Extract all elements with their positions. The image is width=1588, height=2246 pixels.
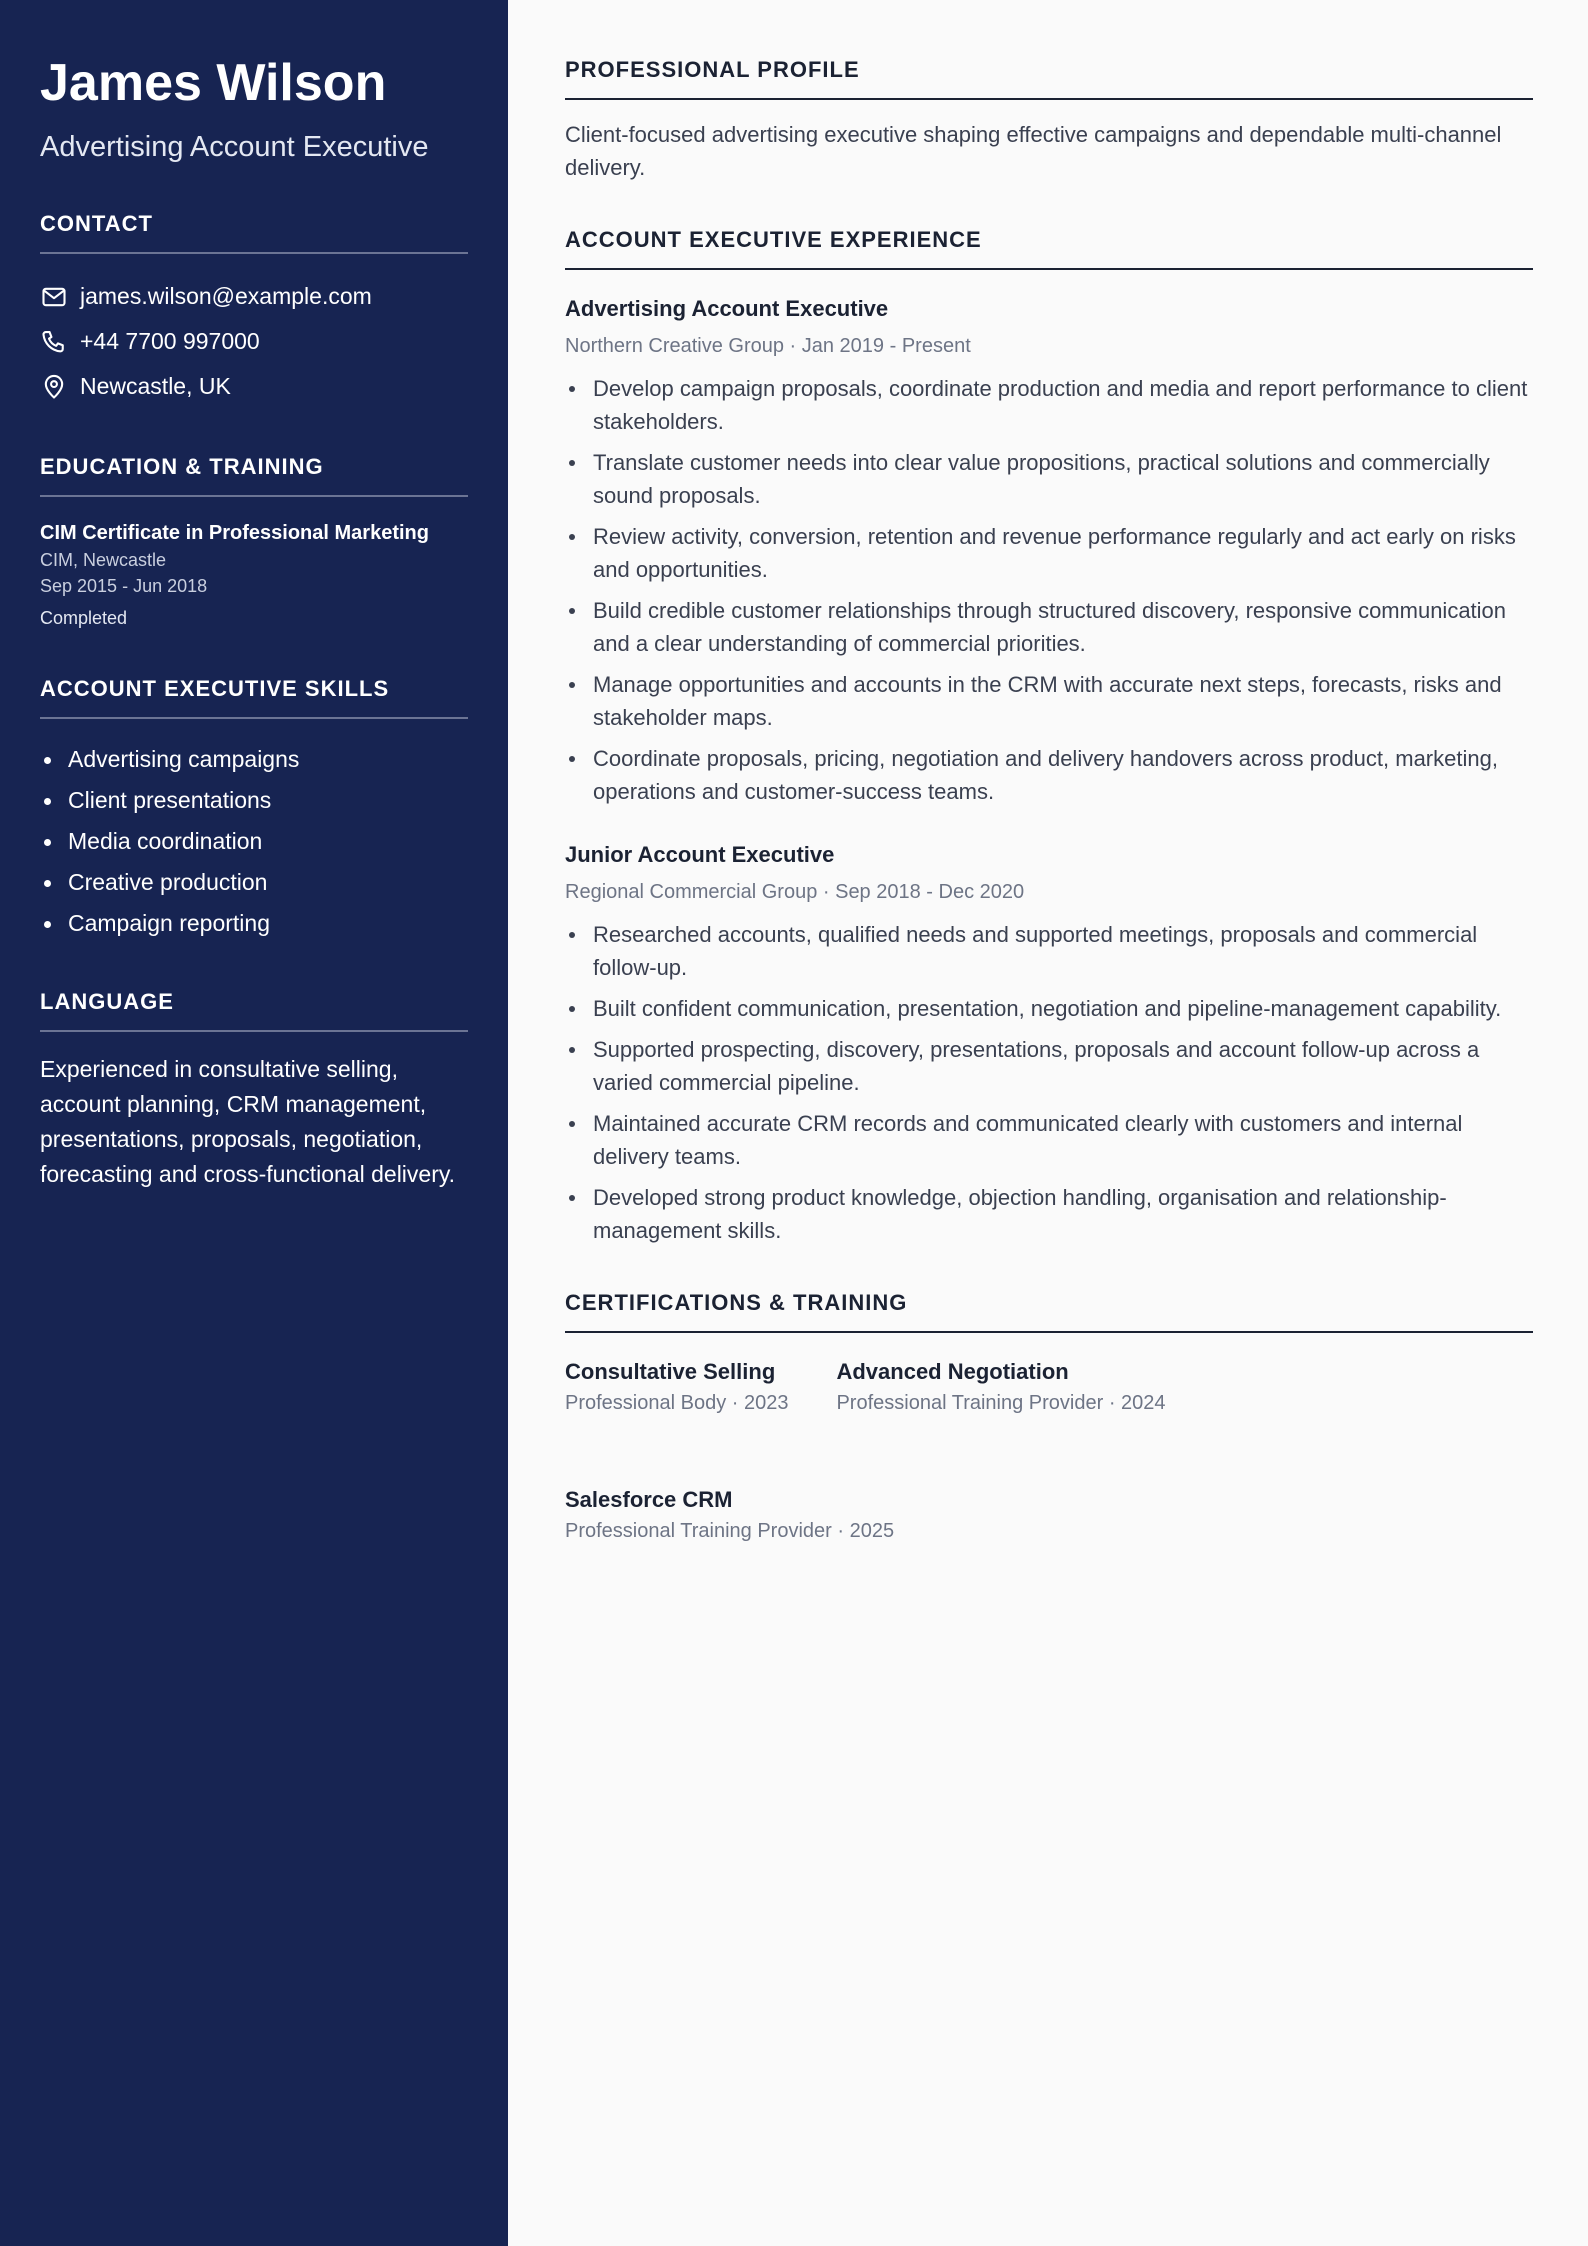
candidate-name: James Wilson (40, 54, 387, 112)
skill-item: Client presentations (40, 780, 468, 821)
language-section (40, 988, 468, 1192)
contact-location-text: Newcastle, UK (80, 373, 231, 399)
education-dates: Sep 2015 - Jun 2018 (40, 576, 208, 596)
job-bullet: Developed strong product knowledge, objection handling, organisation and relationship-management skills. (565, 1181, 1533, 1247)
location-pin-icon (40, 373, 68, 401)
certifications-section (565, 1289, 1533, 1545)
job-bullet: Supported prospecting, discovery, presentations, proposals and account follow-up across a varied commercial pipeline. (565, 1033, 1533, 1099)
education-title: CIM Certificate in Professional Marketing (40, 522, 429, 544)
certifications-grid (565, 1357, 1533, 1545)
contact-section (40, 210, 468, 409)
skill-item: Campaign reporting (40, 903, 468, 944)
phone-icon (40, 328, 68, 356)
job-bullet: Researched accounts, qualified needs and supported meetings, proposals and commercial follow-up. (565, 918, 1533, 984)
job-entry (565, 294, 1533, 808)
job-bullets (565, 372, 1533, 808)
job-entry (565, 840, 1533, 1247)
skills-heading: ACCOUNT EXECUTIVE SKILLS (40, 675, 468, 719)
certification-meta: Professional Training Provider · 2025 (565, 1520, 895, 1542)
skill-item: Media coordination (40, 821, 468, 862)
job-bullet: Maintained accurate CRM records and communicated clearly with customers and internal delivery teams. (565, 1107, 1533, 1173)
sidebar (0, 0, 508, 2246)
job-bullet: Build credible customer relationships through structured discovery, responsive communication and a clear understanding of commercial priorities. (565, 594, 1533, 660)
job-meta: Northern Creative Group · Jan 2019 - Present (565, 335, 971, 357)
job-bullet: Develop campaign proposals, coordinate production and media and report performance to client stakeholders. (565, 372, 1533, 438)
certification-name: Advanced Negotiation (836, 1359, 1069, 1384)
job-bullet: Translate customer needs into clear value propositions, practical solutions and commercially sound proposals. (565, 446, 1533, 512)
contact-email[interactable] (40, 274, 468, 319)
contact-list (40, 274, 468, 409)
profile-text: Client-focused advertising executive shaping effective campaigns and dependable multi-channel delivery. (565, 122, 1502, 180)
contact-phone-text: +44 7700 997000 (80, 328, 260, 354)
certification-meta: Professional Training Provider · 2024 (836, 1392, 1166, 1414)
job-title: Advertising Account Executive (565, 296, 889, 321)
skills-list (40, 739, 468, 944)
language-heading: LANGUAGE (40, 988, 468, 1032)
contact-heading: CONTACT (40, 210, 468, 254)
skill-item: Creative production (40, 862, 468, 903)
certification-entry (836, 1357, 1165, 1417)
candidate-title: Advertising Account Executive (40, 131, 429, 163)
certification-name: Salesforce CRM (565, 1487, 733, 1512)
certification-name: Consultative Selling (565, 1359, 776, 1384)
experience-section (565, 226, 1533, 1247)
education-entry (40, 519, 468, 631)
certifications-heading: CERTIFICATIONS & TRAINING (565, 1289, 1533, 1333)
job-title: Junior Account Executive (565, 842, 835, 867)
certification-entry (565, 1485, 894, 1545)
skills-section (40, 675, 468, 944)
contact-location (40, 364, 468, 409)
job-bullet: Coordinate proposals, pricing, negotiation and delivery handovers across product, marketing, operations and customer-success teams. (565, 742, 1533, 808)
language-text: Experienced in consultative selling, account planning, CRM management, presentations, proposals, negotiation, forecasting and cross-functional delivery. (40, 1056, 456, 1187)
experience-heading: ACCOUNT EXECUTIVE EXPERIENCE (565, 226, 1533, 270)
job-bullet: Review activity, conversion, retention and revenue performance regularly and act early on risks and opportunities. (565, 520, 1533, 586)
profile-heading: PROFESSIONAL PROFILE (565, 56, 1533, 100)
profile-section (565, 56, 1533, 184)
job-bullets (565, 918, 1533, 1247)
contact-phone[interactable] (40, 319, 468, 364)
main-content (565, 56, 1533, 1545)
education-status: Completed (40, 608, 128, 628)
job-bullet: Built confident communication, presentation, negotiation and pipeline-management capability. (565, 992, 1533, 1025)
education-section (40, 453, 468, 631)
job-bullet: Manage opportunities and accounts in the CRM with accurate next steps, forecasts, risks and stakeholder maps. (565, 668, 1533, 734)
mail-icon (40, 283, 68, 311)
certification-meta: Professional Body · 2023 (565, 1392, 789, 1414)
skill-item: Advertising campaigns (40, 739, 468, 780)
certification-entry (565, 1357, 788, 1417)
education-institution: CIM, Newcastle (40, 550, 167, 570)
education-heading: EDUCATION & TRAINING (40, 453, 468, 497)
contact-email-text: james.wilson@example.com (80, 283, 372, 309)
job-meta: Regional Commercial Group · Sep 2018 - Dec 2020 (565, 881, 1025, 903)
